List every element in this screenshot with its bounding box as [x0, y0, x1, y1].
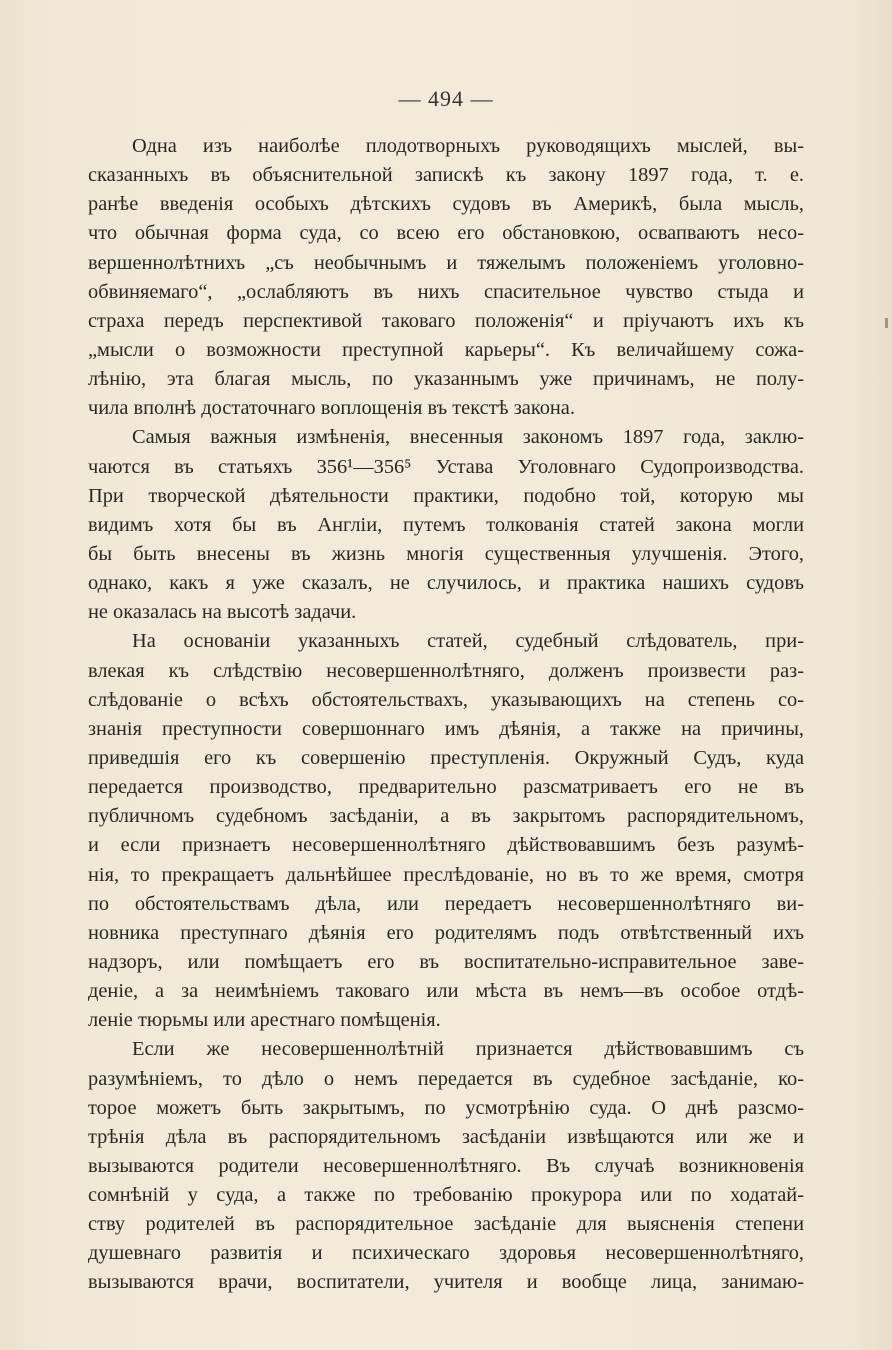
text-line: деніе, а за неимѣніемъ таковаго или мѣста въ немъ—въ особое отдѣ- — [88, 980, 804, 1003]
text-line: сказанныхъ въ объяснительной запискѣ къ закону 1897 года, т. е. — [88, 164, 804, 187]
text-line: по обстоятельствамъ дѣла, или передаетъ несовершеннолѣтняго ви- — [88, 892, 804, 915]
text-line: чила вполнѣ достаточнаго воплощенія въ текстѣ закона. — [88, 397, 575, 420]
text-line: слѣдованіе о всѣхъ обстоятельствахъ, указывающихъ на степень со- — [88, 688, 804, 711]
text-line: сомнѣній у суда, а также по требованію прокурора или по ходатай- — [88, 1184, 804, 1207]
text-line: торое можетъ быть закрытымъ, по усмотрѣнію суда. О днѣ разсмо- — [88, 1096, 804, 1119]
text-line: чаются въ статьяхъ 356¹—356⁵ Устава Уголовнаго Судопроизводства. — [88, 455, 804, 478]
text-line: передается производство, предварительно разсматриваетъ его не въ — [88, 776, 804, 799]
text-line: не оказалась на высотѣ задачи. — [88, 601, 357, 624]
text-line: „мысли о возможности преступной карьеры“. Къ величайшему сожа- — [88, 338, 804, 361]
text-line: вызываются врачи, воспитатели, учителя и вообще лица, занимаю- — [88, 1271, 804, 1294]
text-line: надзоръ, или помѣщаетъ его въ воспитательно-исправительное заве- — [88, 950, 804, 973]
text-line: что обычная форма суда, со всею его обстановкою, освапваютъ несо- — [88, 222, 804, 245]
text-line: На основаніи указанныхъ статей, судебный слѣдователь, при- — [132, 630, 804, 653]
text-line: и если признаетъ несовершеннолѣтняго дѣйствовавшимъ безъ разумѣ- — [88, 834, 804, 857]
text-line: Если же несовершеннолѣтній признается дѣйствовавшимъ съ — [132, 1038, 804, 1061]
text-line: трѣнія дѣла въ распорядительномъ засѣданіи извѣщаются или же и — [88, 1125, 804, 1148]
text-line: Самыя важныя измѣненія, внесенныя закономъ 1897 года, заклю- — [132, 426, 804, 449]
text-line: При творческой дѣятельности практики, подобно той, которую мы — [88, 484, 804, 507]
text-line: знанія преступности совершоннаго имъ дѣянія, а также на причины, — [88, 717, 804, 740]
paragraph-3 — [88, 627, 804, 1035]
text-line: вершеннолѣтнихъ „съ необычнымъ и тяжелымъ положеніемъ уголовно- — [88, 251, 804, 274]
text-line: приведшія его къ совершенію преступленія. Окружный Судъ, куда — [88, 746, 804, 769]
text-line: однако, какъ я уже сказалъ, не случилось, и практика нашихъ судовъ — [88, 572, 804, 595]
text-line: Одна изъ наиболѣе плодотворныхъ руководящихъ мыслей, вы- — [132, 135, 804, 157]
text-line: страха передъ перспективой таковаго положенія“ и пріучаютъ ихъ къ — [88, 309, 804, 332]
text-line: вызываются родители несовершеннолѣтняго. Въ случаѣ возникновенія — [88, 1154, 804, 1177]
paragraph-1 — [88, 132, 804, 423]
text-line: влекая къ слѣдствію несовершеннолѣтняго, долженъ произвести раз- — [88, 659, 804, 682]
paragraph-4 — [88, 1035, 804, 1297]
text-line: душевнаго развитія и психическаго здоровья несовершеннолѣтняго, — [88, 1242, 804, 1265]
text-line: ству родителей въ распорядительное засѣданіе для выясненія степени — [88, 1213, 804, 1236]
text-line: нія, то прекращаетъ дальнѣйшее преслѣдованіе, но въ то же время, смотря — [88, 863, 804, 886]
body-text — [88, 132, 804, 1298]
paragraph-2 — [88, 423, 804, 627]
text-line: видимъ хотя бы въ Англіи, путемъ толкованія статей закона могли — [88, 513, 804, 536]
text-line: ранѣе введенія особыхъ дѣтскихъ судовъ въ Америкѣ, была мысль, — [88, 193, 804, 216]
text-line: лѣнію, эта благая мысль, по указаннымъ уже причинамъ, не полу- — [88, 368, 804, 391]
text-line: бы быть внесены въ жизнь многія существенныя улучшенія. Этого, — [88, 542, 804, 565]
text-line: леніе тюрьмы или арестнаго помѣщенія. — [88, 1009, 441, 1032]
page-edge-mark — [885, 318, 888, 328]
text-line: новника преступнаго дѣянія его родителямъ подъ отвѣтственный ихъ — [88, 921, 804, 944]
text-line: публичномъ судебномъ засѣданіи, а въ закрытомъ распорядительномъ, — [88, 805, 804, 828]
page-number: — 494 — — [398, 86, 494, 111]
text-line: разумѣніемъ, то дѣло о немъ передается въ судебное засѣданіе, ко- — [88, 1067, 804, 1090]
text-line: обвиняемаго“, „ослабляютъ въ нихъ спасительное чувство стыда и — [88, 280, 804, 303]
